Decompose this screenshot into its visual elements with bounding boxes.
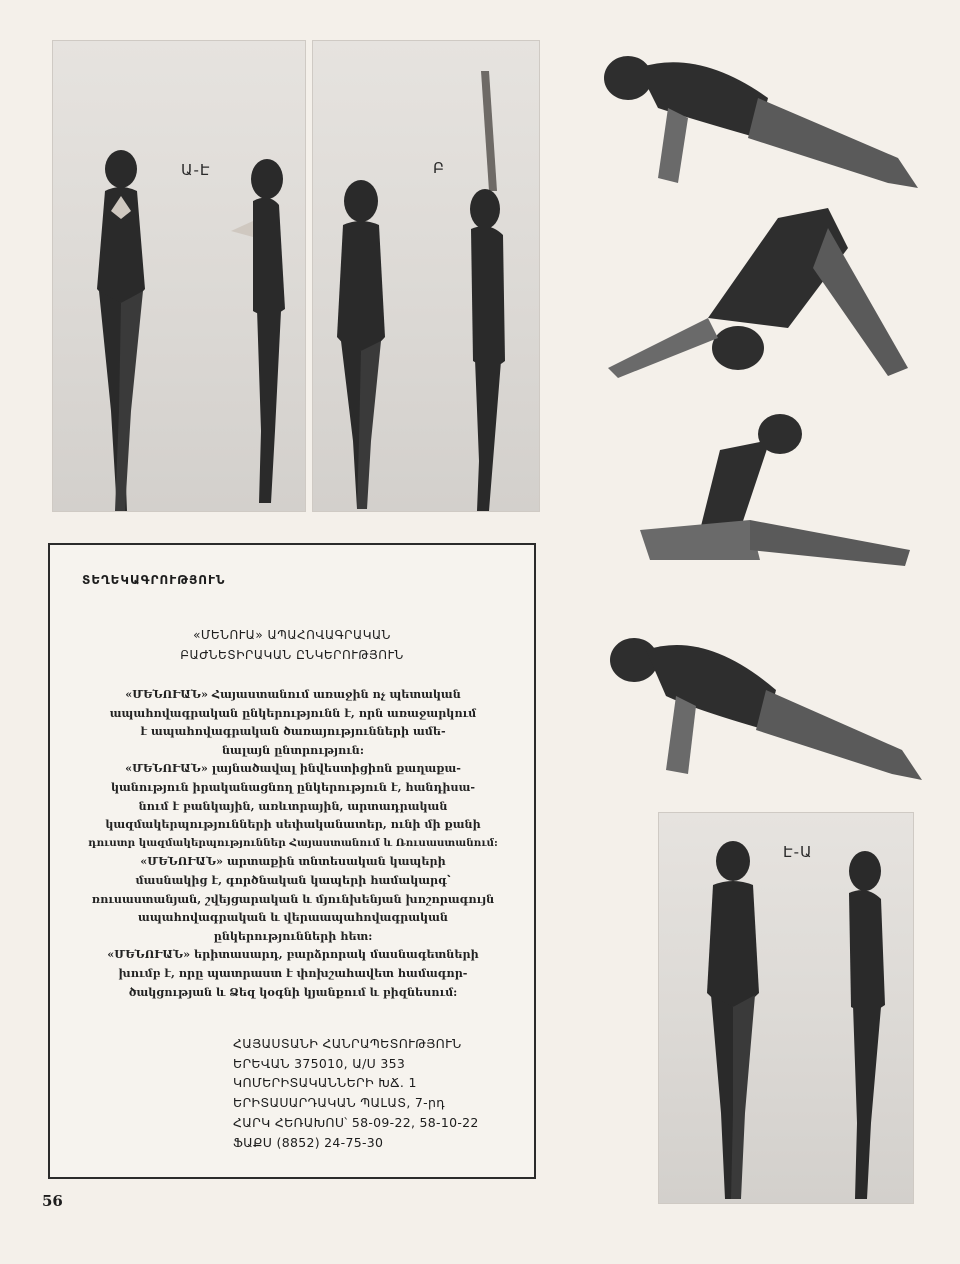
description-line: է ապահովագրական ծառայությունների ամե- [140, 724, 446, 739]
company-description [86, 685, 500, 1001]
description-line: նալայն ընտրություն: [222, 742, 364, 757]
address-line: ՀԱՅԱՍՏԱՆԻ ՀԱՆՐԱՊԵՏՈՒԹՅՈՒՆ [233, 1036, 462, 1051]
figure-illustration [313, 41, 539, 511]
description-line: մասնակից է, գործնական կապերի համակարգ՝ [135, 872, 451, 887]
photo-pose-lunge-hands-down-2 [606, 620, 928, 780]
figure-illustration [53, 41, 305, 511]
figure-illustration [598, 38, 924, 188]
figure-illustration [630, 400, 920, 572]
info-heading: ՏԵՂԵԿԱԳՐՈՒԹՅՈՒՆ [82, 573, 226, 587]
page-number: 56 [42, 1192, 63, 1210]
description-line: խումբ է, որը պատրաստ է փոխշահավետ համագոր- [118, 965, 468, 980]
photo-pose-prayer-front-side [52, 40, 306, 512]
company-address [233, 1034, 479, 1152]
photo-pose-arms-raised [312, 40, 540, 512]
address-line: ԵՐԻՏԱՍԱՐԴԱԿԱՆ ՊԱԼԱՏ, 7-րդ [233, 1095, 445, 1111]
photo-pose-lunge-hands-down-1 [598, 38, 924, 188]
company-info-box [48, 543, 536, 1179]
description-line: «ՄԵՆՈՒԱՆ» Հայաստանում առաջին ոչ պետական [125, 687, 461, 701]
address-line: ԵՐԵՎԱՆ 375010, Ա/Ս 353 [233, 1055, 406, 1071]
figure-label: Ա-Է [181, 161, 211, 179]
address-line: ՀԱՐԿ ՀԵՌԱԽՈՍ՝ 58-09-22, 58-10-22 [233, 1114, 479, 1130]
company-name-line: «ՄԵՆՈՒԱ» ԱՊԱՀՈՎԱԳՐԱԿԱՆ [193, 628, 391, 642]
figure-illustration [598, 198, 920, 384]
description-line: կազմակերպությունների սեփականատեր, ունի մի քանի [105, 817, 481, 832]
description-line: ռուսաստանյան, շվեյցարական և մյունխենյան խոշորագույն [91, 891, 495, 906]
photo-pose-lunge-back-bend [630, 400, 920, 572]
description-line: ծակցության և Ձեզ կօգնի կյանքում և բիզնեսում: [128, 984, 458, 999]
description-line: կանություն իրականացնող ընկերություն է, հանդիսա- [110, 779, 476, 794]
description-line: «ՄԵՆՈՒԱՆ» երիտասարդ, բարձրորակ մասնագետների [107, 947, 479, 962]
description-line: «ՄԵՆՈՒԱՆ» լայնածավալ ինվեստիցիոն քաղաքա- [125, 761, 461, 776]
description-line: ընկերությունների հետ: [213, 928, 373, 943]
description-line: ապահովագրական և վերաապահովագրական [138, 910, 448, 925]
company-name-line: ԲԱԺՆԵՏԻՐԱԿԱՆ ԸՆԿԵՐՈՒԹՅՈՒՆ [180, 648, 404, 662]
figure-illustration [659, 813, 913, 1203]
photo-pose-prayer-final [658, 812, 914, 1204]
figure-label: Բ [433, 159, 445, 177]
figure-illustration [606, 620, 928, 780]
address-line: ԿՈՄԵՐԻՏԱԿԱՆՆԵՐԻ ԽՃ. 1 [233, 1075, 417, 1091]
figure-label: Է-Ա [783, 843, 813, 861]
photo-pose-downward-dog [598, 198, 920, 384]
address-line: ՖԱՔՍ (8852) 24-75-30 [233, 1134, 384, 1150]
description-line: ապահովագրական ընկերությունն է, որն առաջարկում [109, 705, 477, 720]
description-line: «ՄԵՆՈՒԱՆ» արտաքին տնտեսական կապերի [140, 854, 446, 869]
company-name [50, 625, 534, 665]
description-line: նում է բանկային, առևտրային, արտադրական [138, 798, 448, 813]
description-line: դուստր կազմակերպություններ Հայաստանում և Ռուսաստանում: [88, 836, 498, 849]
